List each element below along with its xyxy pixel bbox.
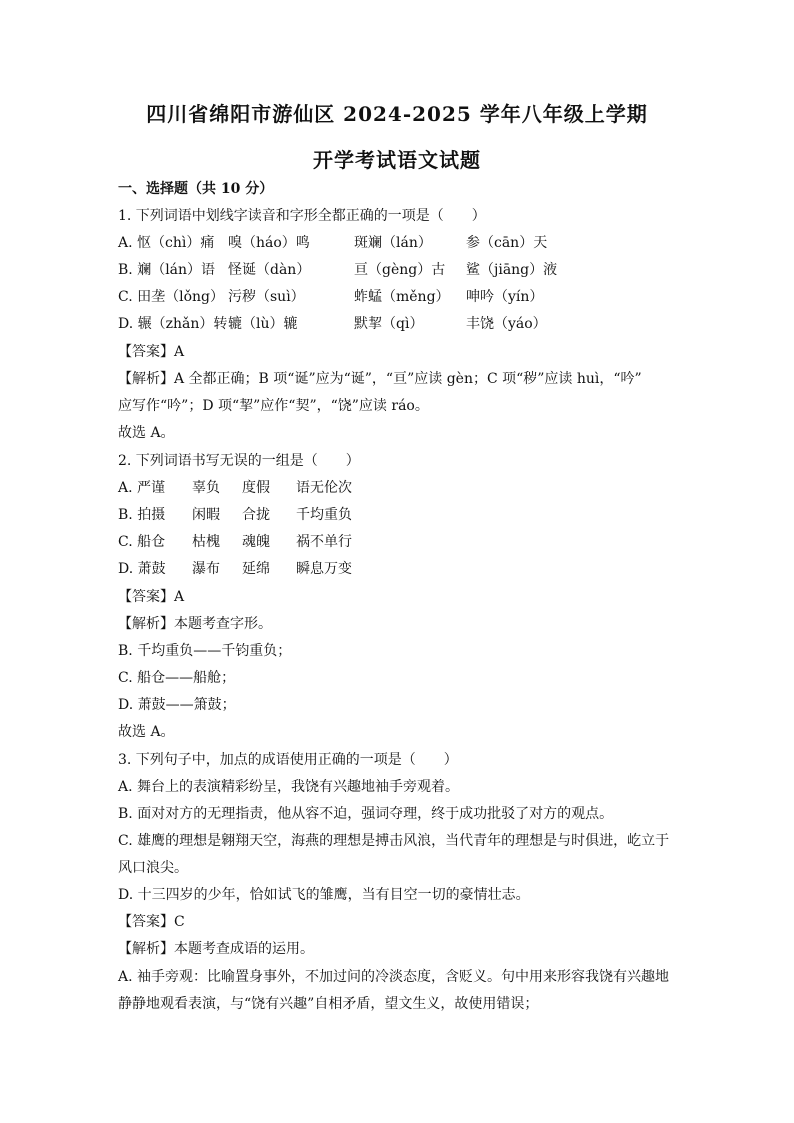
q1-option-b	[118, 261, 678, 279]
q2-c-word4: 祸不单行	[296, 534, 352, 550]
q1-option-d	[118, 315, 678, 333]
q2-b-word4: 千均重负	[296, 507, 352, 523]
q1-c-word2: 污秽（suì）	[228, 289, 305, 305]
q2-option-d	[118, 560, 358, 578]
q3-stem: 3. 下列句子中，加点的成语使用正确的一项是（ ）	[118, 752, 458, 768]
q2-a-word2: 辜负	[192, 480, 220, 496]
q2-fix-b: B. 千均重负——千钧重负；	[118, 643, 292, 659]
q1-stem: 1. 下列词语中划线字读音和字形全都正确的一项是（ ）	[118, 208, 486, 224]
q1-a-word1: A. 怄（chì）痛	[118, 235, 215, 251]
q1-d-word4: 丰饶（yáo）	[466, 316, 547, 332]
q1-a-word4: 参（cān）天	[466, 235, 548, 251]
q3-option-b: B. 面对对方的无理指责，他从容不迫，强词夺理，终于成功批驳了对方的观点。	[118, 806, 614, 822]
q2-d-word1: D. 萧鼓	[118, 561, 166, 577]
q2-d-word2: 瀑布	[192, 561, 220, 577]
q1-c-word3: 蚱蜢（měng）	[354, 289, 450, 305]
q2-c-word3: 魂魄	[242, 534, 270, 550]
q1-a-word2: 嗅（háo）鸣	[228, 235, 310, 251]
q1-analysis-line2: 应写作“吟”；D 项“挈”应作“契”，“饶”应读 ráo。	[118, 398, 429, 414]
q1-analysis-line1: 【解析】A 全都正确；B 项“诞”应为“诞”，“亘”应读 gèn；C 项“秽”应读 huì，“吟”	[118, 371, 642, 387]
q2-a-word4: 语无伦次	[296, 480, 352, 496]
q1-b-word2: 怪诞（dàn）	[228, 262, 311, 278]
q1-c-word4: 呻吟（yín）	[466, 289, 544, 305]
exam-title-line1: 四川省绵阳市游仙区 2024-2025 学年八年级上学期	[146, 102, 648, 126]
q3-option-c-line2: 风口浪尖。	[118, 860, 188, 876]
q3-option-c-line1: C. 雄鹰的理想是翱翔天空，海燕的理想是搏击风浪，当代青年的理想是与时俱进，屹立于	[118, 833, 670, 849]
q3-answer: 【答案】C	[118, 914, 185, 930]
q1-b-word1: B. 斓（lán）语	[118, 262, 216, 278]
q2-option-c	[118, 533, 358, 551]
q2-a-word3: 度假	[242, 480, 270, 496]
q2-d-word3: 延绵	[242, 561, 270, 577]
q1-option-a	[118, 234, 678, 252]
q3-explain-a-line2: 静静地观看表演，与“饶有兴趣”自相矛盾，望文生义，故使用错误；	[118, 996, 539, 1012]
q2-conclusion: 故选 A。	[118, 724, 175, 740]
q1-conclusion: 故选 A。	[118, 425, 175, 441]
q2-c-word2: 枯槐	[192, 534, 220, 550]
q2-stem: 2. 下列词语书写无误的一组是（ ）	[118, 453, 360, 469]
q2-a-word1: A. 严谨	[118, 480, 166, 496]
q2-fix-c: C. 船仓——船舱；	[118, 670, 236, 686]
q3-option-a: A. 舞台上的表演精彩纷呈，我饶有兴趣地袖手旁观着。	[118, 779, 460, 795]
q1-option-c	[118, 288, 678, 306]
q2-b-word1: B. 拍摄	[118, 507, 166, 523]
q2-option-a	[118, 479, 358, 497]
q3-option-d: D. 十三四岁的少年，恰如试飞的雏鹰，当有目空一切的豪情壮志。	[118, 887, 530, 903]
q2-fix-d: D. 萧鼓——箫鼓；	[118, 697, 236, 713]
section-heading: 一、选择题（共 10 分）	[118, 181, 274, 197]
q2-b-word2: 闲暇	[192, 507, 220, 523]
q2-d-word4: 瞬息万变	[296, 561, 352, 577]
q2-answer: 【答案】A	[118, 589, 185, 605]
q1-a-word3: 斑斓（lán）	[354, 235, 432, 251]
q1-b-word4: 鲨（jiāng）液	[466, 262, 558, 278]
q1-d-word3: 默挈（qì）	[354, 316, 424, 332]
q1-d-word2: 辘（lù）辘	[228, 316, 298, 332]
q1-c-word1: C. 田垄（lǒng）	[118, 289, 224, 305]
q2-option-b	[118, 506, 358, 524]
q1-b-word3: 亘（gèng）古	[354, 262, 446, 278]
exam-title-line2: 开学考试语文试题	[313, 148, 481, 172]
q3-analysis: 【解析】本题考查成语的运用。	[118, 941, 314, 957]
q1-d-word1: D. 辗（zhǎn）转	[118, 316, 228, 332]
q3-explain-a-line1: A. 袖手旁观：比喻置身事外，不加过问的冷淡态度，含贬义。句中用来形容我饶有兴趣地	[118, 969, 670, 985]
q2-c-word1: C. 船仓	[118, 534, 166, 550]
q2-analysis: 【解析】本题考查字形。	[118, 616, 272, 632]
q2-b-word3: 合拢	[242, 507, 270, 523]
q1-answer: 【答案】A	[118, 344, 185, 360]
